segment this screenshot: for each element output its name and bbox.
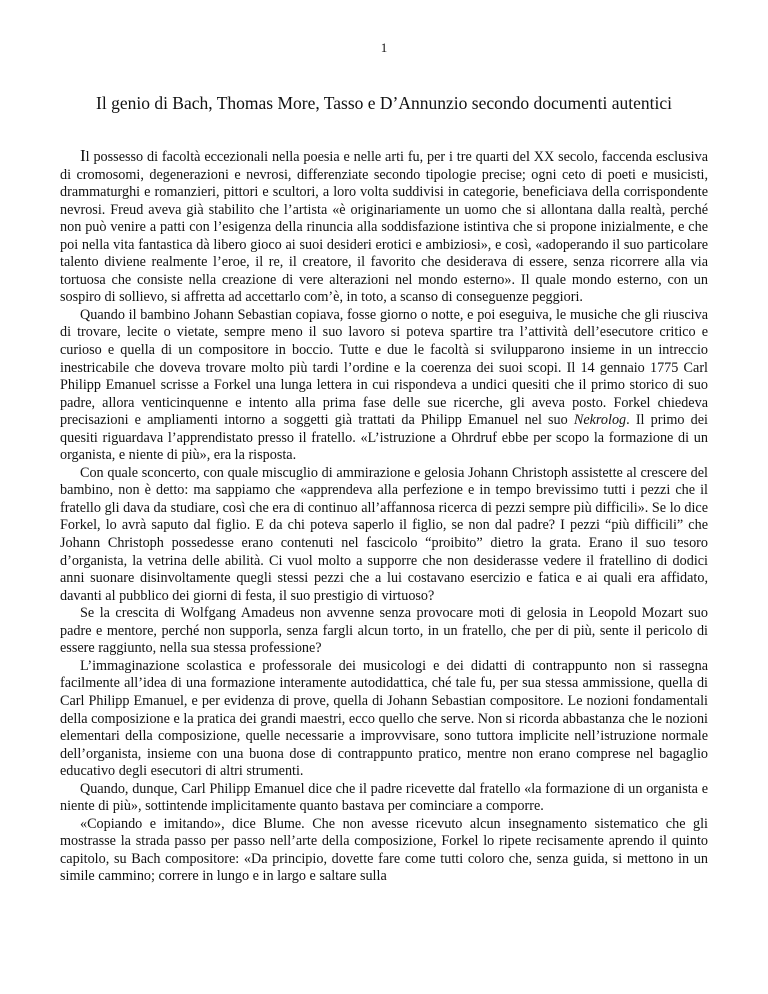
paragraph-4 — [60, 605, 708, 658]
first-letter: I — [80, 146, 86, 165]
paragraph-text: «Copiando e imitando», dice Blume. Che non avesse ricevuto alcun insegnamento sistematico che gli mostrasse la strada passo per passo nell’arte della composizione, Forkel lo ripete recisamente aprendo il quinto capitolo, su Bach compositore: «Da principio, dovette fare come tutti coloro che, senza guida, si mettono in un simile cammino; correre in lungo e in largo e saltare sulla — [60, 815, 708, 885]
paragraph-3 — [60, 465, 708, 605]
page-number: 1 — [380, 40, 388, 55]
paragraph-text: L’immaginazione scolastica e professorale dei musicologi e dei didatti di contrappunto non si rassegna facilmente all’idea di una formazione interamente autodidattica, ché tale fu, per sua stessa ammissione, quella di Carl Philipp Emanuel, e per evidenza di prove, quella di Johann Sebastian compositore. Le nozioni fondamentali della composizione e la pratica dei grandi maestri, ecco quello che serve. Non si ricorda abbastanza che le nozioni elementari della composizione, quelle necessarie a improvvisare, sono tuttora implicite nell’istruzione normale dell’organista, insieme con una buona dose di contrappunto pratico, mentre non erano comprese nel bagaglio educativo degli esecutori di altri strumenti. — [60, 657, 708, 780]
paragraph-text: l possesso di facoltà eccezionali nella poesia e nelle arti fu, per i tre quarti del XX secolo, faccenda esclusiva di cromosomi, degenerazioni e nevrosi, differenziate secondo tipologie precise; ogni ceto di poeti e musicisti, drammaturghi e romanzieri, pittori e scultori, a loro volta suddivisi in categorie, beneficiava della corrispondente nevrosi. Freud aveva già stabilito che l’artista «è originariamente un uomo che si allontana dalla realtà, perché non può venire a patti con l’esigenza della rinuncia alla soddisfazione istintiva che si propone inizialmente, e che poi nella vita fantastica dà libero gioco ai suoi desideri erotici e ambiziosi», e così, «adoperando il suo particolare talento diviene realmente l’eroe, il re, il creatore, il favorito che desiderava di essere, senza ricorrere alla via tortuosa che consiste nella creazione di vere alterazioni nel mondo esterno». Il quale mondo esterno, con un sospiro di sollievo, si affretta ad accettarlo com’è, in toto, a scanso di conseguenze peggiori. — [60, 149, 708, 306]
paragraph-1 — [60, 147, 708, 307]
paragraph-text: Se la crescita di Wolfgang Amadeus non avvenne senza provocare moti di gelosia in Leopold Mozart suo padre e mentore, perché non supporla, senza fargli alcun torto, in un fratello, che per di più, sente il pericolo di essere raggiunto, nella sua stessa professione? — [60, 605, 708, 657]
document-title: Il genio di Bach, Thomas More, Tasso e D’Annunzio secondo documenti autentici — [96, 93, 672, 113]
paragraph-text: Quando, dunque, Carl Philipp Emanuel dice che il padre ricevette dal fratello «la formazione di un organista e niente di più», sottintende implicitamente quanto bastava per cominciare a comporre. — [60, 780, 708, 815]
paragraph-2 — [60, 307, 708, 465]
body-text — [60, 147, 708, 886]
paragraph-7 — [60, 816, 708, 886]
paragraph-6 — [60, 781, 708, 816]
italic-term: Nekrolog — [573, 412, 627, 429]
paragraph-5 — [60, 658, 708, 781]
paragraph-text: Con quale sconcerto, con quale miscuglio di ammirazione e gelosia Johann Christoph assistette al crescere del bambino, non è detto: ma sappiamo che «apprendeva alla perfezione e in tempo brevissimo tutti i pezzi che il fratello gli dava da studiare, così che era di continuo all’affannosa ricerca di pezzi sempre più difficili». Se lo dice Forkel, lo avrà saputo dal figlio. E da chi poteva saperlo il figlio, se non dal padre? I pezzi “più difficili” che Johann Christoph possedesse erano contenuti nel fascicolo “proibito” dietro la grata. Erano il suo tesoro d’organista, la vetrina delle abilità. Ci vuol molto a supporre che non desiderasse vedere il fratellino di dodici anni suonare disinvoltamente quegli stessi pezzi che a lui costavano esercizio e fatica e ai quali era affidato, davanti al pubblico dei giorni di festa, il suo prestigio di virtuoso? — [60, 464, 708, 604]
paragraph-text-continued: . Il primo dei quesiti riguardava l’apprendistato presso il fratello. «L’istruzione a Ohrdruf ebbe per scopo la formazione di un organista, e niente di più», era la risposta. — [60, 412, 708, 464]
paragraph-text: Quando il bambino Johann Sebastian copiava, fosse giorno o notte, e poi eseguiva, le musiche che gli riusciva di trovare, lecite o vietate, sempre meno il suo lavoro si poteva spartire tra l’attività dell’esecutore critico e curioso e quella di un compositore in boccio. Tutte e due le facoltà si svilupparono insieme in un intreccio inestricabile che doveva trovare molto più tardi l’ordine e la coerenza dei suoi scopi. Il 14 gennaio 1775 Carl Philipp Emanuel scrisse a Forkel una lunga lettera in cui rispondeva a undici quesiti che il primo storico di suo padre, allora venticinquenne e intento alla prima fase delle sue ricerche, gli aveva posto. Forkel chiedeva precisazioni e ampliamenti intorno a soggetti già trattati da Philipp Emanuel nel suo — [60, 306, 708, 429]
